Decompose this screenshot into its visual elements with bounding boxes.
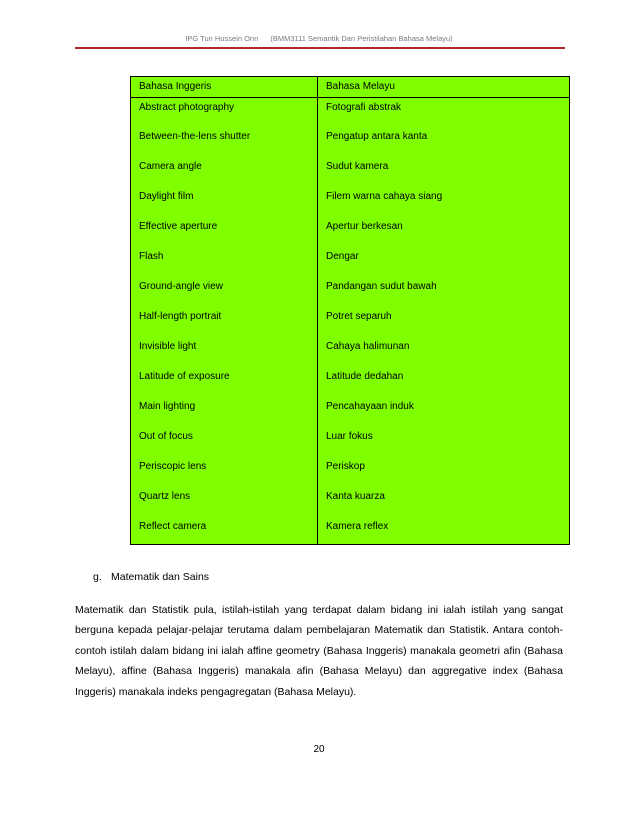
table-row — [131, 98, 570, 128]
table-row — [131, 127, 570, 157]
malay-term: Pencahayaan induk — [318, 397, 570, 427]
malay-term: Dengar — [318, 247, 570, 277]
table-row — [131, 457, 570, 487]
table-row — [131, 487, 570, 517]
malay-term: Sudut kamera — [318, 157, 570, 187]
malay-term: Fotografi abstrak — [318, 98, 570, 128]
page-number: 20 — [313, 744, 325, 755]
english-term: Daylight film — [131, 187, 318, 217]
english-term: Ground-angle view — [131, 277, 318, 307]
table-header-row — [131, 77, 570, 98]
table-row — [131, 277, 570, 307]
table-row — [131, 427, 570, 457]
english-term: Effective aperture — [131, 217, 318, 247]
malay-term: Potret separuh — [318, 307, 570, 337]
malay-term: Periskop — [318, 457, 570, 487]
body-paragraph: Matematik dan Statistik pula, istilah-istilah yang terdapat dalam bidang ini ialah istilah yang sangat berguna kepada pelajar-pelajar terutama dalam pembelajaran Matematik dan Statistik. Antara contoh-contoh istilah dalam bidang ini ialah affine geometry (Bahasa Inggeris) manakala geometri afin (Bahasa Melayu), affine (Bahasa Inggeris) manakala afin (Bahasa Melayu) dan aggregative index (Bahasa Inggeris) manakala indeks pengagregatan (Bahasa Melayu). — [75, 604, 563, 698]
english-term: Reflect camera — [131, 517, 318, 545]
table-row — [131, 517, 570, 545]
english-term: Periscopic lens — [131, 457, 318, 487]
malay-term: Kamera reflex — [318, 517, 570, 545]
malay-term: Apertur berkesan — [318, 217, 570, 247]
malay-term: Latitude dedahan — [318, 367, 570, 397]
table-row — [131, 397, 570, 427]
column-header-english: Bahasa Inggeris — [131, 77, 318, 98]
english-term: Latitude of exposure — [131, 367, 318, 397]
english-term: Invisible light — [131, 337, 318, 367]
running-header — [0, 34, 638, 43]
section-marker: g. — [93, 571, 102, 583]
malay-term: Cahaya halimunan — [318, 337, 570, 367]
table-row — [131, 307, 570, 337]
section-heading — [93, 571, 209, 583]
table-row — [131, 187, 570, 217]
header-institution: IPG Tun Hussein Onn — [185, 34, 259, 43]
english-term: Camera angle — [131, 157, 318, 187]
table-row — [131, 337, 570, 367]
english-term: Half-length portrait — [131, 307, 318, 337]
english-term: Between-the-lens shutter — [131, 127, 318, 157]
malay-term: Luar fokus — [318, 427, 570, 457]
table-row — [131, 247, 570, 277]
english-term: Quartz lens — [131, 487, 318, 517]
english-term: Main lighting — [131, 397, 318, 427]
english-term: Out of focus — [131, 427, 318, 457]
header-course: (BMM3111 Semantik Dan Peristilahan Bahasa Melayu) — [270, 34, 453, 43]
table-row — [131, 367, 570, 397]
english-term: Abstract photography — [131, 98, 318, 128]
header-rule — [75, 47, 565, 49]
english-term: Flash — [131, 247, 318, 277]
malay-term: Pengatup antara kanta — [318, 127, 570, 157]
terms-table — [130, 76, 570, 545]
table-row — [131, 157, 570, 187]
malay-term: Filem warna cahaya siang — [318, 187, 570, 217]
malay-term: Kanta kuarza — [318, 487, 570, 517]
section-title: Matematik dan Sains — [111, 571, 210, 583]
table-row — [131, 217, 570, 247]
column-header-malay: Bahasa Melayu — [318, 77, 570, 98]
malay-term: Pandangan sudut bawah — [318, 277, 570, 307]
